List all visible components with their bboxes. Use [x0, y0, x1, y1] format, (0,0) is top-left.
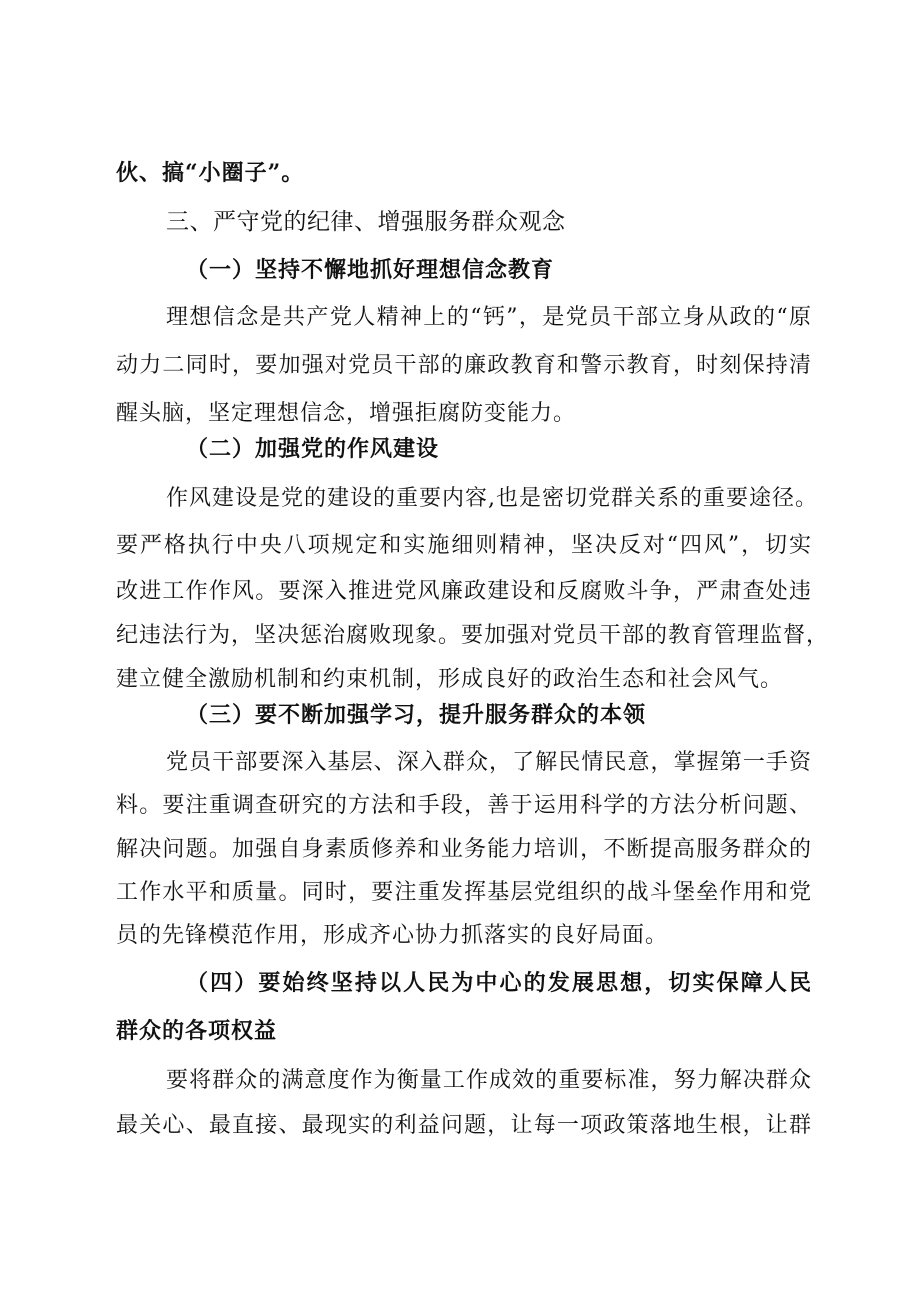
body-line: 改进工作作风。要深入推进党风廉政建设和反腐败斗争，严肃查处违 [116, 579, 812, 604]
body-line: 理想信念是共产党人精神上的“钙”，是党员干部立身从政的“原 [166, 305, 812, 330]
section-heading: 三、严守党的纪律、增强服务群众观念 [166, 209, 566, 235]
body-line: 最关心、最直接、最现实的利益问题，让每一项政策落地生根，让群 [116, 1113, 812, 1138]
body-line: 解决问题。加强自身素质修养和业务能力培训，不断提高服务群众的 [116, 837, 812, 862]
body-line: 要严格执行中央八项规定和实施细则精神，坚决反对“四风”，切实 [116, 533, 812, 558]
body-line: 建立健全激励机制和约束机制，形成良好的政治生态和社会风气。 [116, 667, 784, 692]
subsection-heading: （三）要不断加强学习，提升服务群众的本领 [186, 702, 647, 728]
body-line: 纪违法行为，坚决惩治腐败现象。要加强对党员干部的教育管理监督， [116, 623, 830, 648]
subsection-heading: （一）坚持不懈地抓好理想信念教育 [186, 257, 555, 283]
subsection-heading: （二）加强党的作风建设 [186, 436, 440, 462]
subsection-heading-continued: 群众的各项权益 [116, 1018, 278, 1044]
body-line: 党员干部要深入基层、深入群众，了解民情民意，掌握第一手资 [166, 750, 812, 775]
body-line: 要将群众的满意度作为衡量工作成效的重要标准，努力解决群众 [166, 1068, 812, 1093]
body-line: 动力二同时，要加强对党员干部的廉政教育和警示教育，时刻保持清 [116, 353, 812, 378]
body-line: 工作水平和质量。同时，要注重发挥基层党组织的战斗堡垒作用和党 [116, 880, 812, 905]
body-line: 伙、搞“小圈子”。 [116, 160, 305, 186]
body-line: 醒头脑，坚定理想信念，增强拒腐防变能力。 [116, 401, 577, 426]
body-line: 作风建设是党的建设的重要内容,也是密切党群关系的重要途径。 [166, 486, 818, 511]
body-line: 料。要注重调查研究的方法和手段，善于运用科学的方法分析问题、 [116, 793, 812, 818]
body-line: 员的先锋模范作用，形成齐心协力抓落实的良好局面。 [116, 923, 669, 948]
subsection-heading: （四）要始终坚持以人民为中心的发展思想，切实保障人民 [186, 970, 812, 996]
